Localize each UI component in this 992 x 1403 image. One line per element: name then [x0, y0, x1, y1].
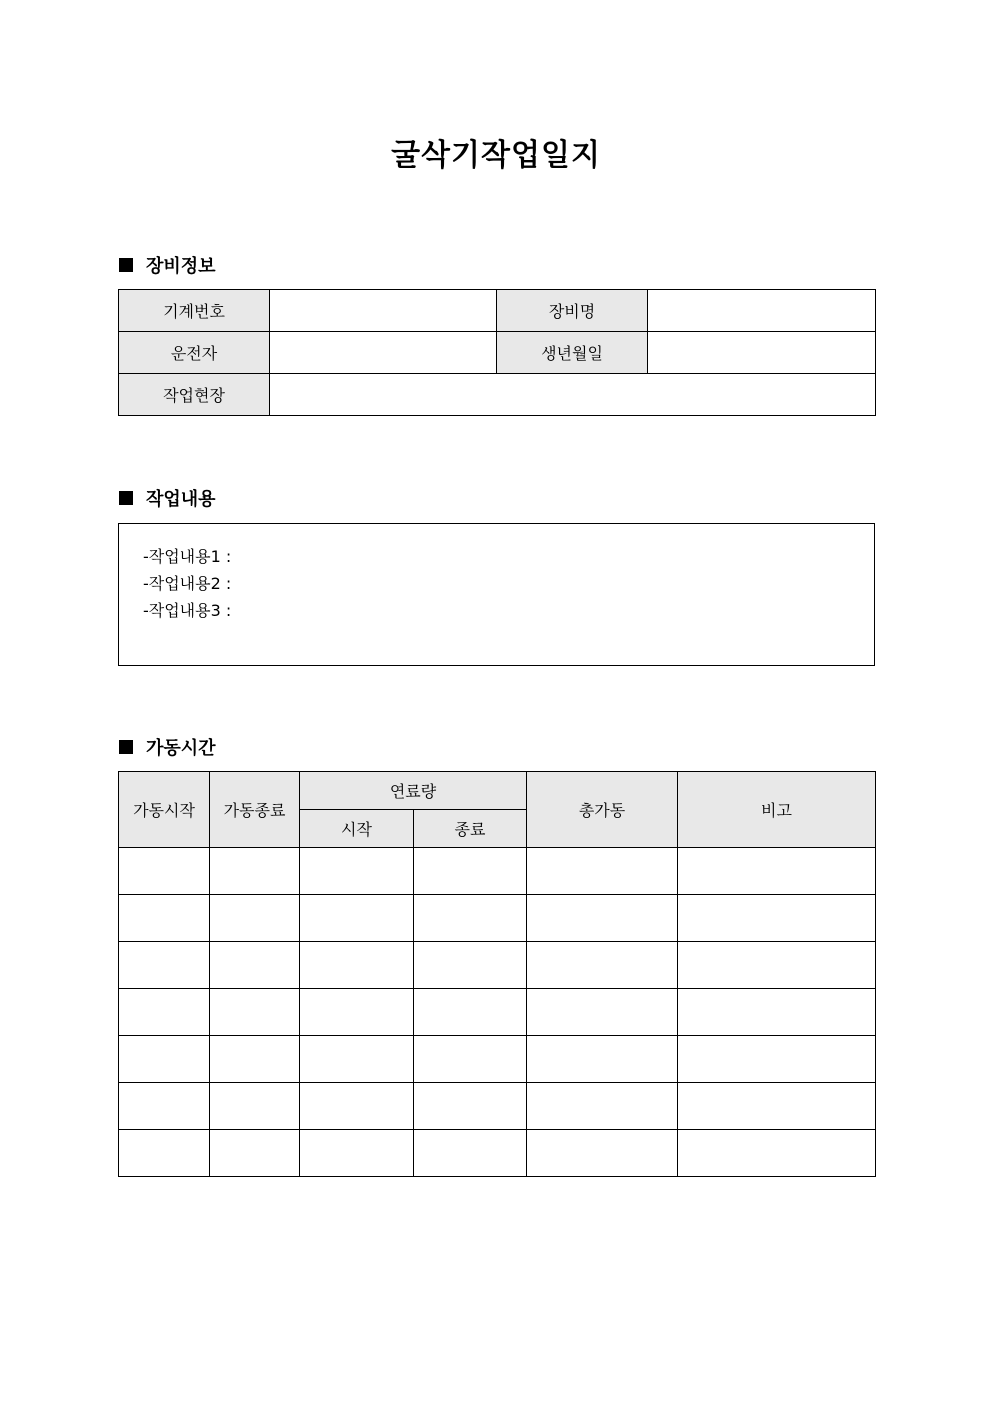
table-cell[interactable] — [300, 1036, 414, 1083]
work-item: -작업내용2 : — [143, 574, 232, 593]
table-cell[interactable] — [414, 942, 527, 989]
table-cell[interactable] — [678, 848, 876, 895]
table-cell[interactable] — [414, 1083, 527, 1130]
field-equipment-name[interactable] — [648, 290, 876, 332]
table-cell[interactable] — [300, 848, 414, 895]
table-cell[interactable] — [119, 1083, 210, 1130]
table-cell[interactable] — [678, 1036, 876, 1083]
table-cell[interactable] — [210, 1036, 300, 1083]
table-cell[interactable] — [210, 895, 300, 942]
header-end: 가동종료 — [210, 772, 300, 848]
field-operator[interactable] — [270, 332, 497, 374]
table-cell[interactable] — [678, 942, 876, 989]
section-heading-label: 작업내용 — [146, 489, 216, 510]
table-cell[interactable] — [527, 989, 678, 1036]
field-work-site[interactable] — [270, 374, 876, 416]
table-cell[interactable] — [119, 1036, 210, 1083]
table-cell[interactable] — [678, 989, 876, 1036]
label-work-site: 작업현장 — [119, 374, 270, 416]
table-cell[interactable] — [119, 989, 210, 1036]
table-cell[interactable] — [527, 1130, 678, 1177]
table-cell[interactable] — [414, 895, 527, 942]
header-start: 가동시작 — [119, 772, 210, 848]
table-cell[interactable] — [678, 1083, 876, 1130]
section-heading-equipment — [119, 253, 216, 277]
table-cell[interactable] — [210, 1130, 300, 1177]
table-row — [119, 1036, 876, 1083]
header-total: 총가동 — [527, 772, 678, 848]
table-row — [119, 895, 876, 942]
section-heading-label: 가동시간 — [146, 738, 216, 759]
table-cell[interactable] — [300, 1130, 414, 1177]
table-cell[interactable] — [527, 942, 678, 989]
section-heading-operation — [119, 735, 216, 759]
page-title: 굴삭기작업일지 — [391, 138, 601, 173]
table-row — [119, 1083, 876, 1130]
label-operator: 운전자 — [119, 332, 270, 374]
table-cell[interactable] — [300, 942, 414, 989]
table-cell[interactable] — [119, 848, 210, 895]
table-cell[interactable] — [210, 989, 300, 1036]
section-heading-label: 장비정보 — [146, 256, 216, 277]
table-cell[interactable] — [300, 989, 414, 1036]
table-cell[interactable] — [414, 1130, 527, 1177]
table-row — [119, 989, 876, 1036]
table-row — [119, 942, 876, 989]
square-bullet-icon — [119, 258, 133, 272]
work-content-box[interactable] — [118, 523, 875, 666]
table-cell[interactable] — [119, 942, 210, 989]
table-cell[interactable] — [119, 895, 210, 942]
section-heading-work — [119, 486, 216, 510]
header-fuel-end: 종료 — [414, 810, 527, 848]
label-machine-no: 기계번호 — [119, 290, 270, 332]
table-cell[interactable] — [210, 942, 300, 989]
table-cell[interactable] — [414, 989, 527, 1036]
table-row — [119, 848, 876, 895]
table-cell[interactable] — [527, 895, 678, 942]
table-cell[interactable] — [527, 1036, 678, 1083]
work-item: -작업내용1 : — [143, 547, 232, 566]
header-note: 비고 — [678, 772, 876, 848]
label-equipment-name: 장비명 — [497, 290, 648, 332]
table-cell[interactable] — [210, 1083, 300, 1130]
table-row — [119, 1130, 876, 1177]
work-content-list — [143, 543, 231, 624]
square-bullet-icon — [119, 740, 133, 754]
equipment-info-table — [118, 289, 876, 416]
table-cell[interactable] — [527, 1083, 678, 1130]
header-fuel-start: 시작 — [300, 810, 414, 848]
header-fuel: 연료량 — [300, 772, 527, 810]
field-machine-no[interactable] — [270, 290, 497, 332]
table-cell[interactable] — [414, 1036, 527, 1083]
table-cell[interactable] — [527, 848, 678, 895]
field-birth-date[interactable] — [648, 332, 876, 374]
label-birth-date: 생년월일 — [497, 332, 648, 374]
table-cell[interactable] — [414, 848, 527, 895]
table-cell[interactable] — [119, 1130, 210, 1177]
table-cell[interactable] — [210, 848, 300, 895]
table-cell[interactable] — [678, 1130, 876, 1177]
table-cell[interactable] — [678, 895, 876, 942]
table-cell[interactable] — [300, 895, 414, 942]
square-bullet-icon — [119, 491, 133, 505]
work-item: -작업내용3 : — [143, 601, 232, 620]
operation-time-table — [118, 771, 876, 1177]
table-cell[interactable] — [300, 1083, 414, 1130]
